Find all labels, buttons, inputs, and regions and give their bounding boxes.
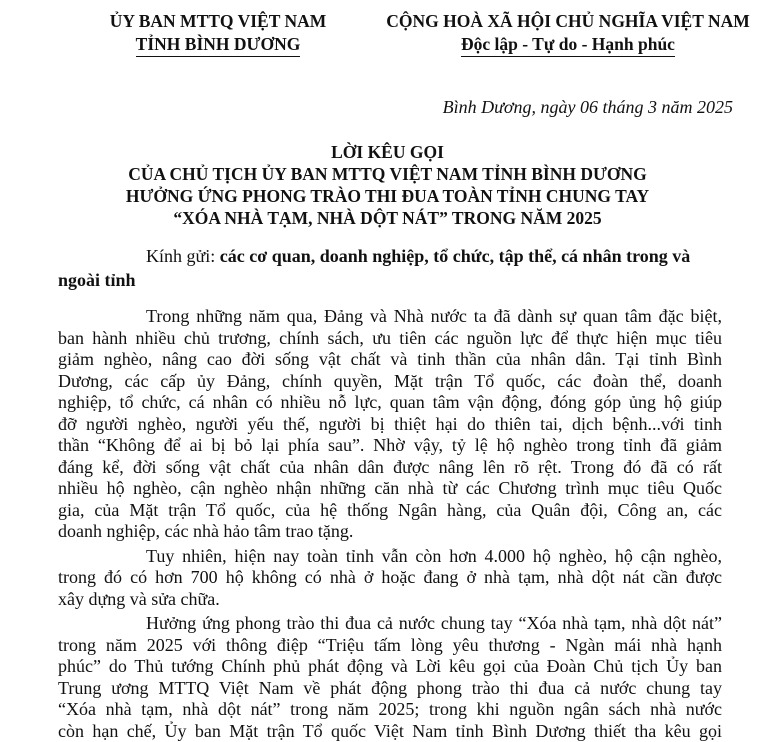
paragraph-2 (58, 546, 722, 611)
salutation-prefix: Kính gửi: (146, 246, 220, 266)
text-line: “Xóa nhà tạm, nhà dột nát” trong năm 2025; trong khi nguồn ngân sách nhà nước (58, 699, 722, 721)
text-line: gia, của Mặt trận Tổ quốc, của hệ thống Ngân hàng, của Quân đội, Công an, các (58, 500, 722, 522)
text-line: doanh nghiệp, các nhà hảo tâm trao tặng. (58, 521, 722, 543)
text-line: nhiều hộ nghèo, cận nghèo nhận những căn nhà từ các Chương trình mục tiêu Quốc (58, 478, 722, 500)
text-line: Hưởng ứng phong trào thi đua cả nước chung tay “Xóa nhà tạm, nhà dột nát” (58, 613, 722, 635)
document-date: Bình Dương, ngày 06 tháng 3 năm 2025 (0, 96, 733, 118)
paragraph-1 (58, 306, 722, 543)
text-line: thần “Không để ai bị bỏ lại phía sau”. Nhờ vậy, tỷ lệ hộ nghèo trong tỉnh đã giảm (58, 435, 722, 457)
text-line: giảm nghèo, nâng cao đời sống vật chất và tinh thần của nhân dân. Tại tỉnh Bình (58, 349, 722, 371)
title-line-1: LỜI KÊU GỌI (0, 141, 775, 163)
national-motto (368, 10, 768, 57)
agency-name: ỦY BAN MTTQ VIỆT NAM (88, 10, 348, 33)
document-title (0, 141, 775, 229)
document-header (0, 10, 775, 70)
text-line: trong năm 2025 với thông điệp “Triệu tấm lòng yêu thương - Ngàn mái nhà hạnh (58, 635, 722, 657)
country-name: CỘNG HOÀ XÃ HỘI CHỦ NGHĨA VIỆT NAM (368, 10, 768, 33)
text-line: Dương, các cấp ủy Đảng, chính quyền, Mặt trận Tổ quốc, các đoàn thể, doanh (58, 371, 722, 393)
text-line: đáng kể, đời sống vật chất của nhân dân được nâng lên rõ rệt. Trong đó đã có rất (58, 457, 722, 479)
agency-province: TỈNH BÌNH DƯƠNG (136, 33, 301, 57)
text-line: nghiệp, tổ chức, cá nhân có nhiều nỗ lực, quan tâm vận động, đóng góp ủng hộ giúp (58, 392, 722, 414)
text-line: còn hạn chế, Ủy ban Mặt trận Tổ quốc Việt Nam tỉnh Bình Dương thiết tha kêu gọi (58, 721, 722, 742)
text-line: ban hành nhiều chủ trương, chính sách, ưu tiên các nguồn lực để thực hiện mục tiêu (58, 328, 722, 350)
text-line: trong đó có hơn 700 hộ không có nhà ở hoặc đang ở nhà tạm, nhà dột nát cần được (58, 567, 722, 589)
salutation-recipients-cont: ngoài tỉnh (58, 268, 722, 292)
salutation-recipients: các cơ quan, doanh nghiệp, tổ chức, tập thể, cá nhân trong và (220, 246, 691, 266)
text-line: Tuy nhiên, hiện nay toàn tỉnh vẫn còn hơn 4.000 hộ nghèo, hộ cận nghèo, (58, 546, 722, 568)
document-body (58, 306, 722, 742)
title-line-2: CỦA CHỦ TỊCH ỦY BAN MTTQ VIỆT NAM TỈNH BÌNH DƯƠNG (0, 163, 775, 185)
text-line: phúc” do Thủ tướng Chính phủ phát động và Lời kêu gọi của Đoàn Chủ tịch Ủy ban (58, 656, 722, 678)
text-line: xây dựng và sửa chữa. (58, 589, 722, 611)
title-line-4: “XÓA NHÀ TẠM, NHÀ DỘT NÁT” TRONG NĂM 2025 (0, 207, 775, 229)
salutation (58, 244, 722, 292)
motto: Độc lập - Tự do - Hạnh phúc (461, 33, 675, 57)
paragraph-3 (58, 613, 722, 742)
text-line: Trung ương MTTQ Việt Nam về phát động phong trào thi đua cả nước chung tay (58, 678, 722, 700)
text-line: Trong những năm qua, Đảng và Nhà nước ta đã dành sự quan tâm đặc biệt, (58, 306, 722, 328)
title-line-3: HƯỞNG ỨNG PHONG TRÀO THI ĐUA TOÀN TỈNH CHUNG TAY (0, 185, 775, 207)
text-line: đỡ người nghèo, người yếu thế, người bị thiệt hại do thiên tai, dịch bệnh...với tinh (58, 414, 722, 436)
issuing-agency (88, 10, 348, 57)
